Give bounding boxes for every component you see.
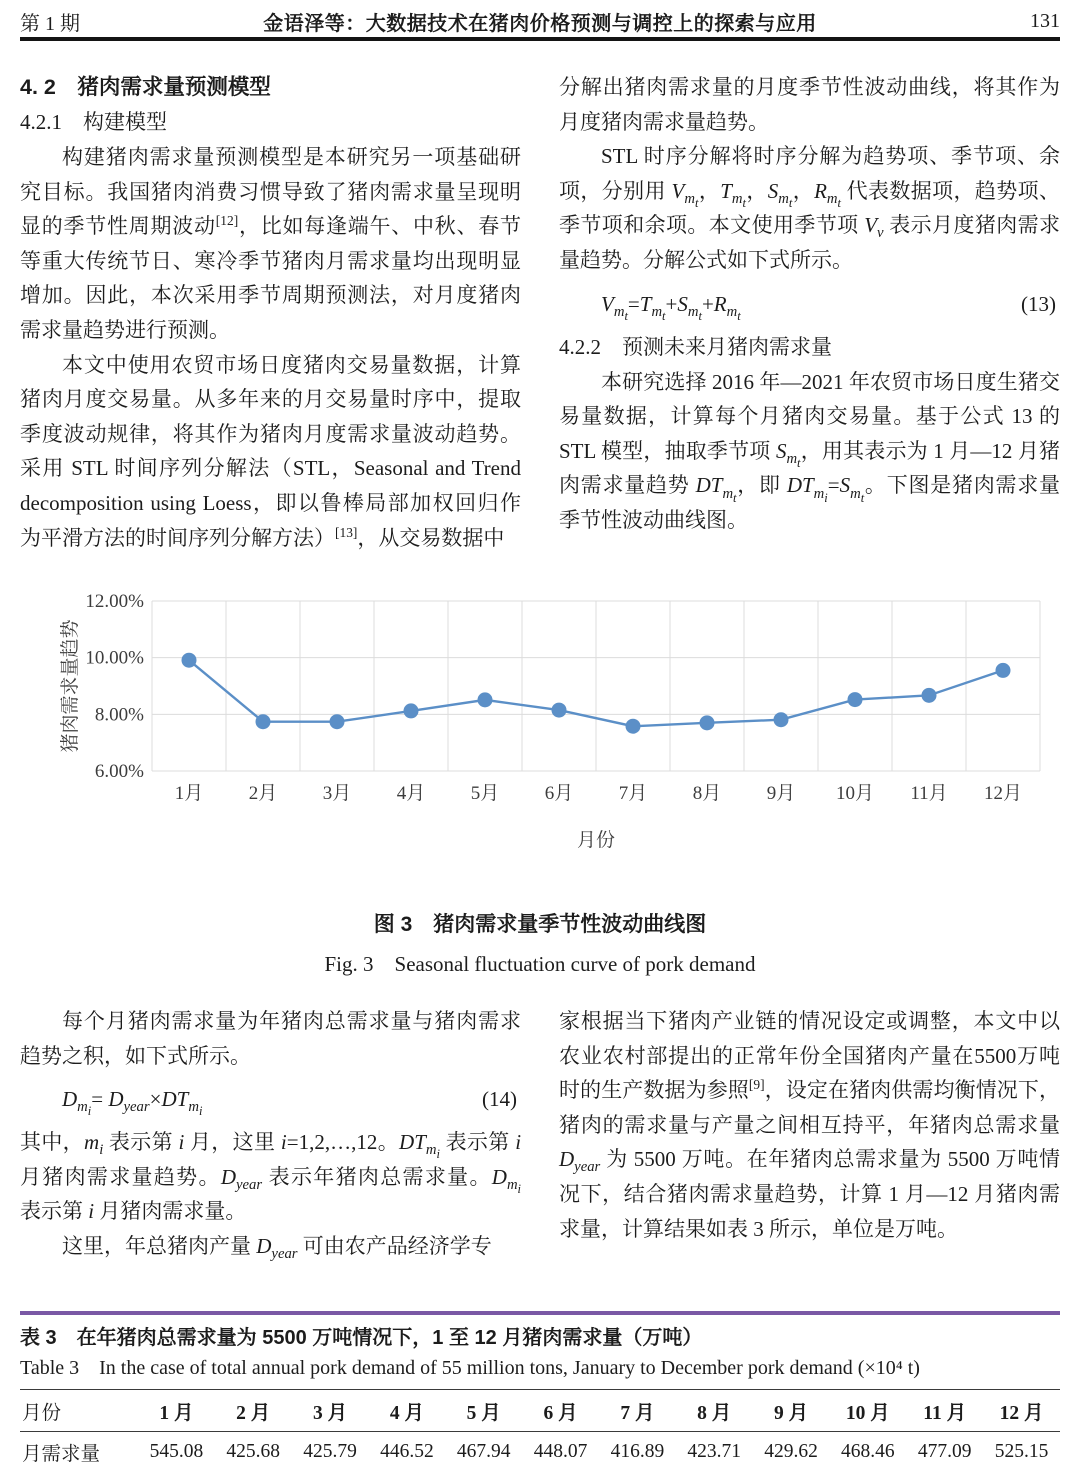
- running-head: [20, 6, 1060, 41]
- month-header-cell: 4 月: [368, 1390, 445, 1432]
- issue-number: 第 1 期: [20, 13, 80, 35]
- figure3-captions: [0, 908, 1080, 978]
- svg-text:12.00%: 12.00%: [85, 591, 144, 612]
- paragraph: STL 时序分解将时序分解为趋势项、季节项、余项，分别用 $V_{m_t}$，$T_{m_t}$，$S_{m_t}$，$R_{m_t}$ 代表数据项，趋势项、季节项和余项。本文使用季节项 $V_v$ 表示月度猪肉需求量趋势。分解公式如下式所示。: [559, 144, 1061, 272]
- month-header-cell: 1 月: [138, 1390, 215, 1432]
- running-title: 金语泽等：大数据技术在猪肉价格预测与调控上的探索与应用: [263, 13, 817, 35]
- svg-text:11月: 11月: [910, 783, 948, 804]
- demand-row-label: 月需求量: [22, 1443, 101, 1465]
- svg-text:4月: 4月: [396, 783, 426, 804]
- demand-value-cell: 429.62: [764, 1440, 818, 1462]
- demand-value-cell: 468.46: [841, 1440, 895, 1462]
- paragraph: 分解出猪肉需求量的月度季节性波动曲线，将其作为月度猪肉需求量趋势。: [559, 75, 1060, 134]
- svg-text:猪肉需求量趋势: 猪肉需求量趋势: [60, 619, 81, 753]
- demand-value-cell: 467.94: [456, 1440, 511, 1462]
- paragraph: 这里，年总猪肉产量 $D_{year}$ 可由农产品经济学专: [62, 1233, 492, 1263]
- paragraph: 本文中使用农贸市场日度猪肉交易量数据，计算猪肉月度交易量。从多年来的月交易量时序中，提取季度波动规律，将其作为猪肉月度需求量波动趋势。采用 STL 时间序列分解法（STL，Seasonal and Trend decomposition using Loess，即以鲁棒局部加权回归作为平滑方法的时间序列分解方法）[13]，从交易数据中: [20, 352, 521, 550]
- left-column-upper: [20, 70, 521, 555]
- paragraph: 本研究选择 2016 年—2021 年农贸市场日度生猪交易量数据，计算每个月猪肉交易量。基于公式 13 的 STL 模型，抽取季节项 $S_{m_t}$，用其表示为 1 月—12 月猪肉需求量趋势 $DT_{m_t}$，即 $DT_{m_i}=S_{m_t}$。下图是猪肉需求量季节性波动曲线图。: [559, 369, 1061, 532]
- demand-value-cell: 425.68: [226, 1440, 281, 1462]
- svg-text:9月: 9月: [766, 783, 796, 804]
- svg-text:12月: 12月: [983, 783, 1023, 804]
- demand-value-cell: 477.09: [917, 1440, 972, 1462]
- paragraph: 其中，$m_i$ 表示第 i 月，这里 i=1,2,…,12。$DT_{m_i}$ 表示第 i 月猪肉需求量趋势。$D_{year}$ 表示年猪肉总需求量。$D_{m_i}$ 表示第 i 月猪肉需求量。: [20, 1130, 522, 1224]
- section-heading-4-2-2: 4.2.2 预测未来月猪肉需求量: [559, 334, 832, 359]
- month-header-cell: 10 月: [829, 1390, 906, 1432]
- svg-text:6.00%: 6.00%: [94, 761, 144, 782]
- table3-caption-zh: 表 3 在年猪肉总需求量为 5500 万吨情况下，1 至 12 月猪肉需求量（万吨）: [20, 1327, 703, 1349]
- month-header-cell: 7 月: [599, 1390, 676, 1432]
- demand-value-cell: 448.07: [533, 1440, 588, 1462]
- month-header-cell: 12 月: [983, 1390, 1060, 1432]
- equation-13: [559, 289, 1060, 323]
- figure3: [60, 582, 1060, 874]
- paragraph: 构建猪肉需求量预测模型是本研究另一项基础研究目标。我国猪肉消费习惯导致了猪肉需求量呈现明显的季节性周期波动[12]，比如每逢端午、中秋、春节等重大传统节日、寒冷季节猪肉月需求量均出现明显增加。因此，本次采用季节周期预测法，对月度猪肉需求量趋势进行预测。: [20, 145, 522, 342]
- demand-value-cell: 423.71: [687, 1440, 742, 1462]
- svg-text:8.00%: 8.00%: [94, 704, 144, 726]
- lower-columns: [20, 1004, 1060, 1264]
- month-header-cell: 8 月: [676, 1390, 753, 1432]
- figure3-caption-en: Fig. 3 Seasonal fluctuation curve of pork demand: [324, 952, 756, 976]
- demand-value-cell: 425.79: [303, 1440, 357, 1462]
- month-header-cell: 3 月: [292, 1390, 369, 1432]
- left-column-lower: [20, 1004, 521, 1264]
- equation-body: $D_{m_i}= D_{year}\times DT_{m_i}$: [62, 1087, 203, 1119]
- demand-value-cell: 416.89: [610, 1440, 665, 1462]
- table3-header-row: [20, 1390, 1060, 1432]
- demand-value-cell: 525.15: [994, 1440, 1049, 1462]
- table3-values-row: [20, 1432, 1060, 1471]
- month-header-cell: 6 月: [522, 1390, 599, 1432]
- figure3-caption-zh: 图 3 猪肉需求量季节性波动曲线图: [373, 913, 707, 936]
- demand-value-cell: 545.08: [149, 1440, 204, 1462]
- right-column-lower: [559, 1004, 1060, 1264]
- equation-number: (14): [482, 1087, 517, 1112]
- svg-text:10.00%: 10.00%: [85, 647, 144, 669]
- month-header-cell: 9 月: [753, 1390, 830, 1432]
- table3: [20, 1389, 1060, 1471]
- paragraph: 每个月猪肉需求量为年猪肉总需求量与猪肉需求趋势之积，如下式所示。: [20, 1009, 521, 1068]
- demand-value-cell: 446.52: [380, 1440, 434, 1462]
- month-header-cell: 2 月: [215, 1390, 292, 1432]
- paragraph: 家根据当下猪肉产业链的情况设定或调整，本文中以农业农村部提出的正常年份全国猪肉产量在5500万吨时的生产数据为参照[9]，设定在猪肉供需均衡情况下，猪肉的需求量与产量之间相互持平，年猪肉总需求量 $D_{year}$ 为 5500 万吨。在年猪肉总需求量为 5500 万吨情况下，结合猪肉需求量趋势，计算 1 月—12 月猪肉需求量，计算结果如表 3 所示，单位是万吨。: [559, 1009, 1061, 1241]
- equation-14: [20, 1084, 521, 1119]
- svg-text:月份: 月份: [576, 830, 616, 851]
- svg-text:5月: 5月: [470, 783, 500, 804]
- svg-text:7月: 7月: [618, 783, 648, 804]
- equation-number: (13): [1021, 291, 1056, 316]
- right-column-upper: [559, 70, 1060, 555]
- svg-text:1月: 1月: [174, 783, 204, 804]
- month-header-cell: 11 月: [906, 1390, 983, 1432]
- svg-text:10月: 10月: [835, 783, 875, 804]
- month-header-cell: 5 月: [445, 1390, 522, 1432]
- svg-text:2月: 2月: [248, 783, 278, 804]
- figure3-chart: [60, 582, 1060, 874]
- svg-text:6月: 6月: [544, 783, 574, 804]
- upper-columns: [20, 70, 1060, 555]
- svg-text:8月: 8月: [692, 783, 722, 804]
- months-header-label: 月份: [20, 1390, 138, 1432]
- section-heading-4-2-1: 4.2.1 构建模型: [20, 110, 167, 134]
- table3-zone: [20, 1311, 1060, 1471]
- equation-body: $V_{m_t}=T_{m_t}+S_{m_t}+R_{m_t}$: [601, 291, 741, 323]
- svg-text:3月: 3月: [322, 783, 352, 804]
- page-number: 131: [1030, 10, 1060, 32]
- table3-top-rule: [20, 1311, 1060, 1315]
- table3-caption-en: Table 3 In the case of total annual pork demand of 55 million tons, January to December pork demand (×10⁴ t): [20, 1357, 920, 1379]
- section-heading-4-2: 4. 2 猪肉需求量预测模型: [20, 75, 271, 99]
